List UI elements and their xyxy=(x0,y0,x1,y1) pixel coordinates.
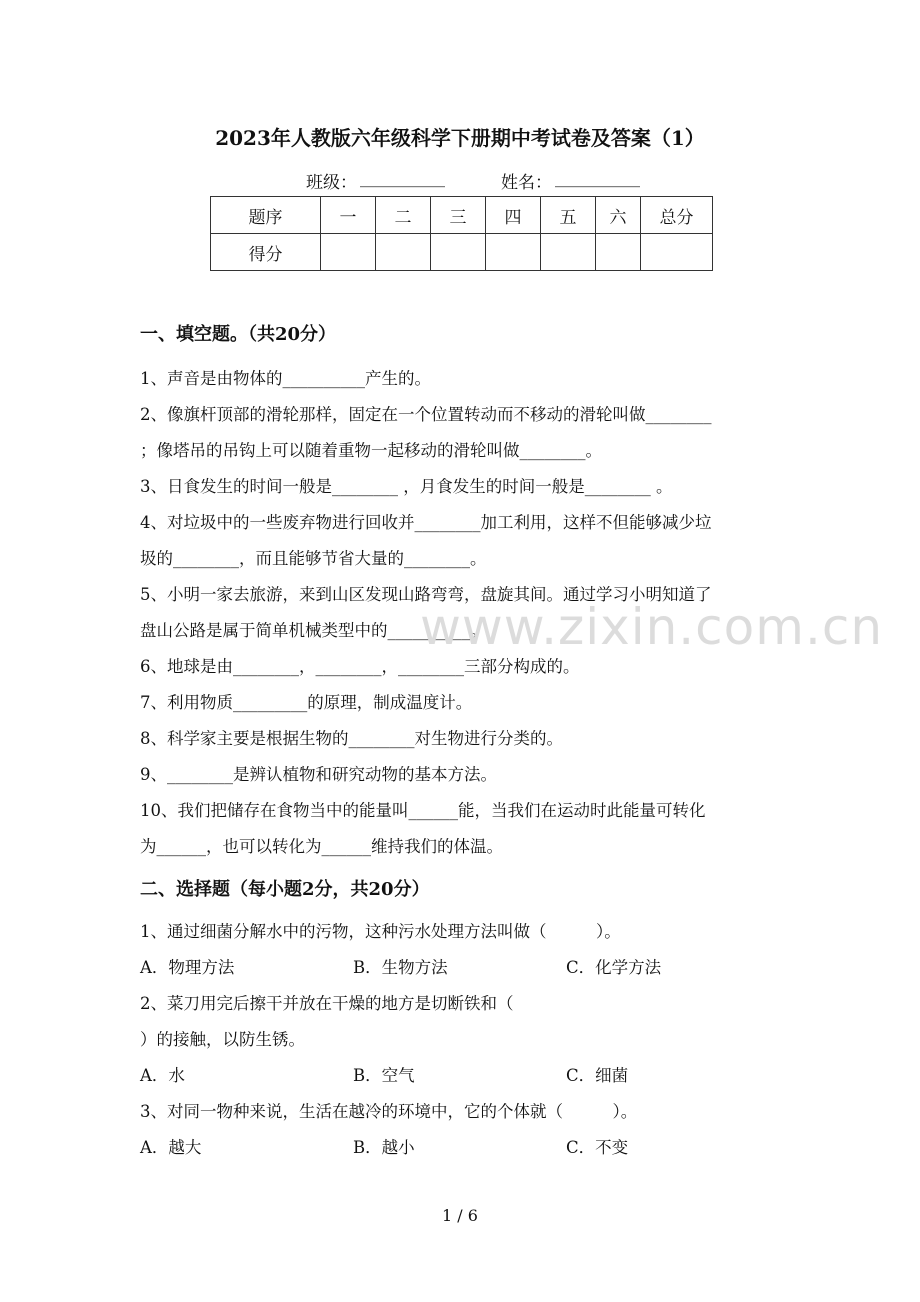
name-label: 姓名： xyxy=(501,173,552,193)
page-number: 1 / 6 xyxy=(442,1206,478,1225)
choice-option: C．不变 xyxy=(566,1138,629,1157)
table-header-cell: 三 xyxy=(431,197,486,234)
question-line: 1、声音是由物体的__________产生的。 xyxy=(140,369,431,388)
choice-option: C．细菌 xyxy=(566,1066,629,1085)
score-cell xyxy=(641,234,713,271)
choice-option: B．越小 xyxy=(353,1138,415,1157)
score-cell xyxy=(486,234,541,271)
section-2-heading: 二、选择题（每小题2分，共20分） xyxy=(140,879,430,900)
choice-option: A．物理方法 xyxy=(140,958,235,977)
choice-option: B．生物方法 xyxy=(353,958,448,977)
question-line: 9、________是辨认植物和研究动物的基本方法。 xyxy=(140,765,497,784)
question-line: 7、利用物质_________的原理，制成温度计。 xyxy=(140,693,473,712)
score-cell xyxy=(321,234,376,271)
question-line: 4、对垃圾中的一些废弃物进行回收并________加工利用，这样不但能够减少垃 xyxy=(140,513,712,532)
question-line: 5、小明一家去旅游，来到山区发现山路弯弯，盘旋其间。通过学习小明知道了 xyxy=(140,585,712,604)
section-1-heading: 一、填空题。（共20分） xyxy=(140,324,337,345)
choice-option: A．水 xyxy=(140,1066,185,1085)
name-blank: __________ xyxy=(555,168,640,188)
score-cell xyxy=(376,234,431,271)
question-line: ；像塔吊的吊钩上可以随着重物一起移动的滑轮叫做________。 xyxy=(140,441,602,460)
question-line: 3、日食发生的时间一般是________ ，月食发生的时间一般是________ 。 xyxy=(140,477,673,496)
score-cell xyxy=(431,234,486,271)
question-line: 盘山公路是属于简单机械类型中的__________。 xyxy=(140,621,487,640)
choice-option: B．空气 xyxy=(353,1066,415,1085)
table-header-cell: 六 xyxy=(596,197,641,234)
question-line: 为______，也可以转化为______维持我们的体温。 xyxy=(140,837,503,856)
question-line: 8、科学家主要是根据生物的________对生物进行分类的。 xyxy=(140,729,563,748)
question-stem: ）的接触，以防生锈。 xyxy=(140,1030,305,1049)
page-title: 2023年人教版六年级科学下册期中考试卷及答案（1） xyxy=(215,126,705,150)
table-header-cell: 四 xyxy=(486,197,541,234)
class-label: 班级： xyxy=(306,173,357,193)
question-stem: 2、菜刀用完后擦干并放在干燥的地方是切断铁和（ xyxy=(140,994,514,1013)
score-table-header-row xyxy=(211,197,713,234)
choice-option: C．化学方法 xyxy=(566,958,662,977)
table-header-cell: 五 xyxy=(541,197,596,234)
question-line: 圾的________，而且能够节省大量的________。 xyxy=(140,549,487,568)
class-blank: __________ xyxy=(360,168,445,188)
table-header-cell: 一 xyxy=(321,197,376,234)
score-cell xyxy=(541,234,596,271)
table-header-cell: 二 xyxy=(376,197,431,234)
watermark: www.zixin.com.cn xyxy=(420,598,884,656)
score-table-score-row xyxy=(211,234,713,271)
table-header-cell: 题序 xyxy=(211,197,321,234)
question-line: 6、地球是由________，________，________三部分构成的。 xyxy=(140,657,580,676)
table-header-cell: 总分 xyxy=(641,197,713,234)
choice-option: A．越大 xyxy=(140,1138,202,1157)
table-row-label: 得分 xyxy=(211,234,321,271)
score-cell xyxy=(596,234,641,271)
question-line: 2、像旗杆顶部的滑轮那样，固定在一个位置转动而不移动的滑轮叫做________ xyxy=(140,405,712,424)
question-stem: 1、通过细菌分解水中的污物，这种污水处理方法叫做（ ）。 xyxy=(140,922,621,941)
score-table xyxy=(210,196,713,271)
question-stem: 3、对同一物种来说，生活在越冷的环境中，它的个体就（ ）。 xyxy=(140,1102,638,1121)
question-line: 10、我们把储存在食物当中的能量叫______能，当我们在运动时此能量可转化 xyxy=(140,801,706,820)
